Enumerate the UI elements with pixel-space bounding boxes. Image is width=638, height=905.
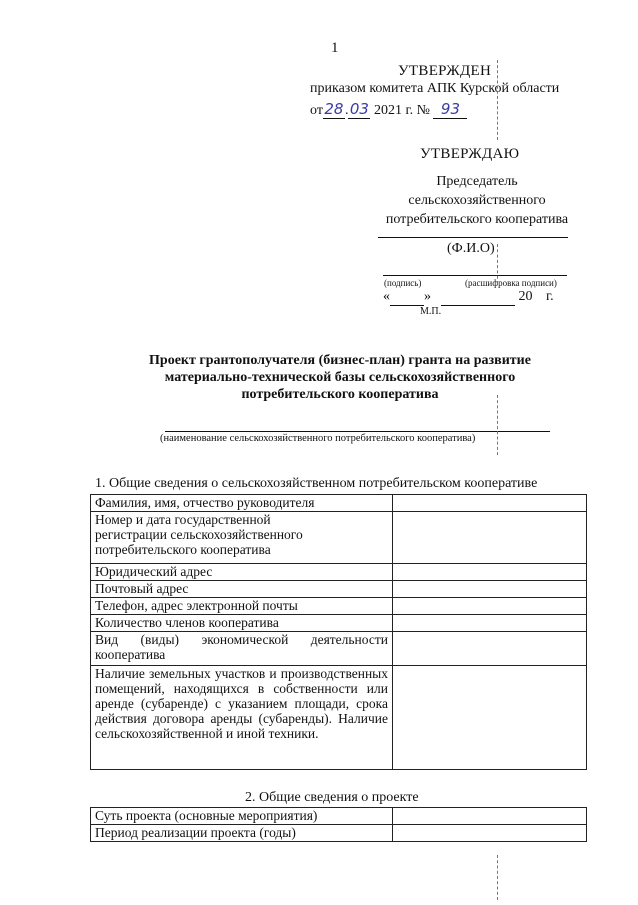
table-row [91, 825, 587, 842]
section1-table [90, 494, 587, 770]
handwritten-day: 28 [324, 100, 344, 118]
row-label: Почтовый адрес [91, 581, 393, 598]
approved-heading: УТВЕРЖДЕН [398, 63, 492, 79]
document-title: Проект грантополучателя (бизнес-план) гранта на развитие материально-технической базы сельскохозяйственного потребительского кооператива [149, 353, 531, 402]
row-label: Номер и дата государственной регистрации сельскохозяйственного потребительского кооператива [91, 512, 393, 564]
row-label: Фамилия, имя, отчество руководителя [91, 495, 393, 512]
row-value-cell[interactable] [393, 512, 587, 564]
cooperative-name-underline [165, 431, 550, 432]
section1-title: 1. Общие сведения о сельскохозяйственном потребительском кооперативе [95, 476, 538, 491]
chair-line: потребительского кооператива [385, 212, 569, 227]
signature-underline [383, 275, 567, 276]
row-value-cell[interactable] [393, 632, 587, 666]
row-label: Вид (виды) экономической деятельности кооператива [91, 632, 393, 666]
table-row [91, 615, 587, 632]
row-value-cell[interactable] [393, 615, 587, 632]
approved-order-line: приказом комитета АПК Курской области [310, 81, 560, 96]
page-number: 1 [331, 40, 339, 56]
fio-underline [378, 237, 568, 238]
approve-heading: УТВЕРЖДАЮ [420, 146, 520, 162]
table-row [91, 512, 587, 564]
approved-date-line: от28.03 2021 г. № 93 [310, 100, 467, 119]
chairman-block [372, 172, 582, 229]
year-text: 2021 г. № [373, 103, 430, 118]
signature-decode-caption: (расшифровка подписи) [465, 278, 557, 288]
row-value-cell[interactable] [393, 825, 587, 842]
row-label: Юридический адрес [91, 564, 393, 581]
date-prefix: от [310, 103, 323, 118]
signature-caption: (подпись) [384, 278, 422, 288]
approval-date-row: « » 20 г. [383, 289, 554, 304]
row-value-cell[interactable] [393, 808, 587, 825]
stamp-place: М.П. [420, 306, 442, 317]
row-label: Телефон, адрес электронной почты [91, 598, 393, 615]
fold-mark [497, 855, 498, 900]
row-label: Суть проекта (основные мероприятия) [91, 808, 393, 825]
handwritten-month: 03 [349, 100, 369, 118]
cooperative-name-caption: (наименование сельскохозяйственного потребительского кооператива) [160, 433, 476, 444]
table-row [91, 808, 587, 825]
row-label: Наличие земельных участков и производственных помещений, находящихся в собственности или аренде (субаренде) с указанием площади, срока действия договора аренды (субаренды). Наличие сельскохозяйственной и иной техники. [91, 666, 393, 770]
chair-line: Председатель [436, 174, 518, 189]
row-value-cell[interactable] [393, 666, 587, 770]
table-row [91, 564, 587, 581]
row-value-cell[interactable] [393, 495, 587, 512]
handwritten-order-number: 93 [433, 100, 467, 119]
table-row [91, 581, 587, 598]
row-value-cell[interactable] [393, 564, 587, 581]
section2-title: 2. Общие сведения о проекте [245, 790, 419, 805]
section2-table [90, 807, 587, 842]
chair-line: сельскохозяйственного [408, 193, 546, 208]
row-label: Количество членов кооператива [91, 615, 393, 632]
fio-caption: (Ф.И.О) [447, 241, 495, 256]
table-row [91, 666, 587, 770]
fold-mark [497, 244, 498, 284]
table-row [91, 598, 587, 615]
table-row [91, 632, 587, 666]
fold-mark [497, 60, 498, 140]
row-value-cell[interactable] [393, 598, 587, 615]
row-value-cell[interactable] [393, 581, 587, 598]
table-row [91, 495, 587, 512]
row-label: Период реализации проекта (годы) [91, 825, 393, 842]
fold-mark [497, 395, 498, 455]
